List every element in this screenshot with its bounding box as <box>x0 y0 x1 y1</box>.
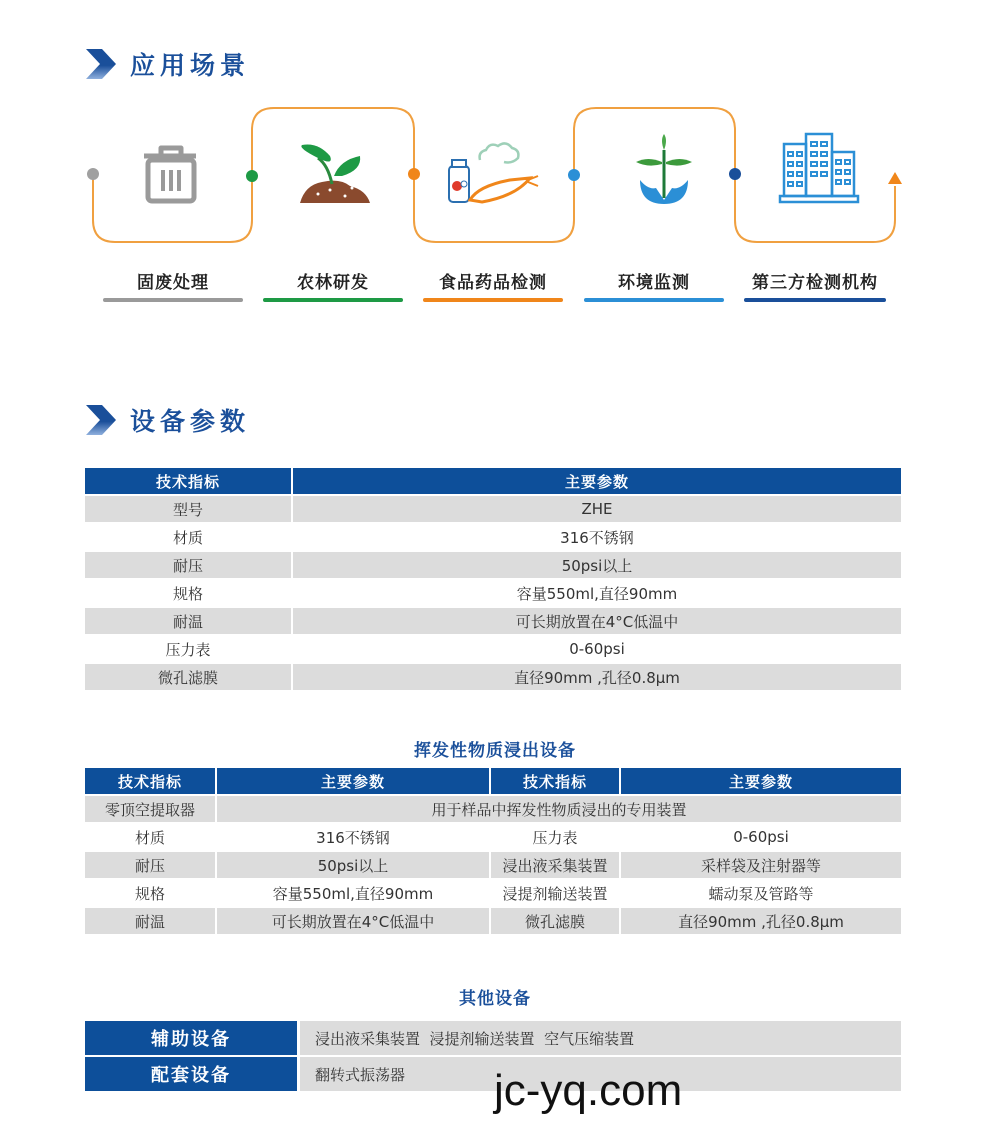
flow-dot <box>729 168 741 180</box>
table-row: 规格 容量550ml,直径90mm <box>85 580 901 606</box>
other-equipment-list <box>85 1021 901 1093</box>
table-row: 规格 容量550ml,直径90mm 浸提剂输送装置 蠕动泵及管路等 <box>85 880 901 906</box>
table-header: 主要参数 <box>293 468 901 494</box>
trash-bin-icon <box>144 148 196 201</box>
other-row-supporting: 配套设备 翻转式振荡器 <box>85 1057 901 1091</box>
table-row: 型号 ZHE <box>85 496 901 522</box>
table-row: 微孔滤膜 直径90mm ,孔径0.8μm <box>85 664 901 690</box>
table-row: 压力表 0-60psi <box>85 636 901 662</box>
table-row: 耐压 50psi以上 浸出液采集装置 采样袋及注射器等 <box>85 852 901 878</box>
scene-label-solid-waste: 固废处理 <box>103 268 243 302</box>
volatile-equipment-table <box>83 766 903 936</box>
table-header: 技术指标 <box>85 468 291 494</box>
scenes-flow-diagram <box>0 100 990 260</box>
section-title-text: 设备参数 <box>130 407 251 436</box>
volatile-equipment-title: 挥发性物质浸出设备 <box>414 741 576 761</box>
table-header: 主要参数 <box>621 768 901 794</box>
table-row: 耐温 可长期放置在4°C低温中 <box>85 608 901 634</box>
flow-dot <box>568 169 580 181</box>
table-header: 主要参数 <box>217 768 489 794</box>
table-row: 零顶空提取器 用于样品中挥发性物质浸出的专用装置 <box>85 796 901 822</box>
section-title-text: 应用场景 <box>130 51 251 80</box>
flow-dot <box>87 168 99 180</box>
table-row: 材质 316不锈钢 <box>85 524 901 550</box>
params-table <box>83 466 903 692</box>
watermark-text: jc-yq.com <box>494 1066 683 1115</box>
chevron-right-icon <box>86 49 116 79</box>
table-row: 材质 316不锈钢 压力表 0-60psi <box>85 824 901 850</box>
flow-dot <box>408 168 420 180</box>
arrow-up-icon <box>888 172 902 184</box>
other-equipment-title: 其他设备 <box>459 989 531 1009</box>
table-header: 技术指标 <box>85 768 215 794</box>
scene-label-environment: 环境监测 <box>584 268 724 302</box>
environment-hands-plant-icon <box>636 134 692 204</box>
table-header: 技术指标 <box>491 768 619 794</box>
section-title-scenes <box>86 46 250 82</box>
scene-label-third-party: 第三方检测机构 <box>744 268 886 302</box>
table-row: 耐压 50psi以上 <box>85 552 901 578</box>
building-icon <box>780 134 858 202</box>
scene-label-agri-forestry: 农林研发 <box>263 268 403 302</box>
section-title-params <box>86 402 250 438</box>
other-row-auxiliary: 辅助设备 浸出液采集装置 浸提剂输送装置 空气压缩装置 <box>85 1021 901 1055</box>
table-row: 耐温 可长期放置在4°C低温中 微孔滤膜 直径90mm ,孔径0.8μm <box>85 908 901 934</box>
scene-label-food-drug: 食品药品检测 <box>423 268 563 302</box>
seedling-icon <box>300 144 370 203</box>
flow-dot <box>246 170 258 182</box>
food-medicine-icon <box>449 143 538 202</box>
chevron-right-icon <box>86 405 116 435</box>
